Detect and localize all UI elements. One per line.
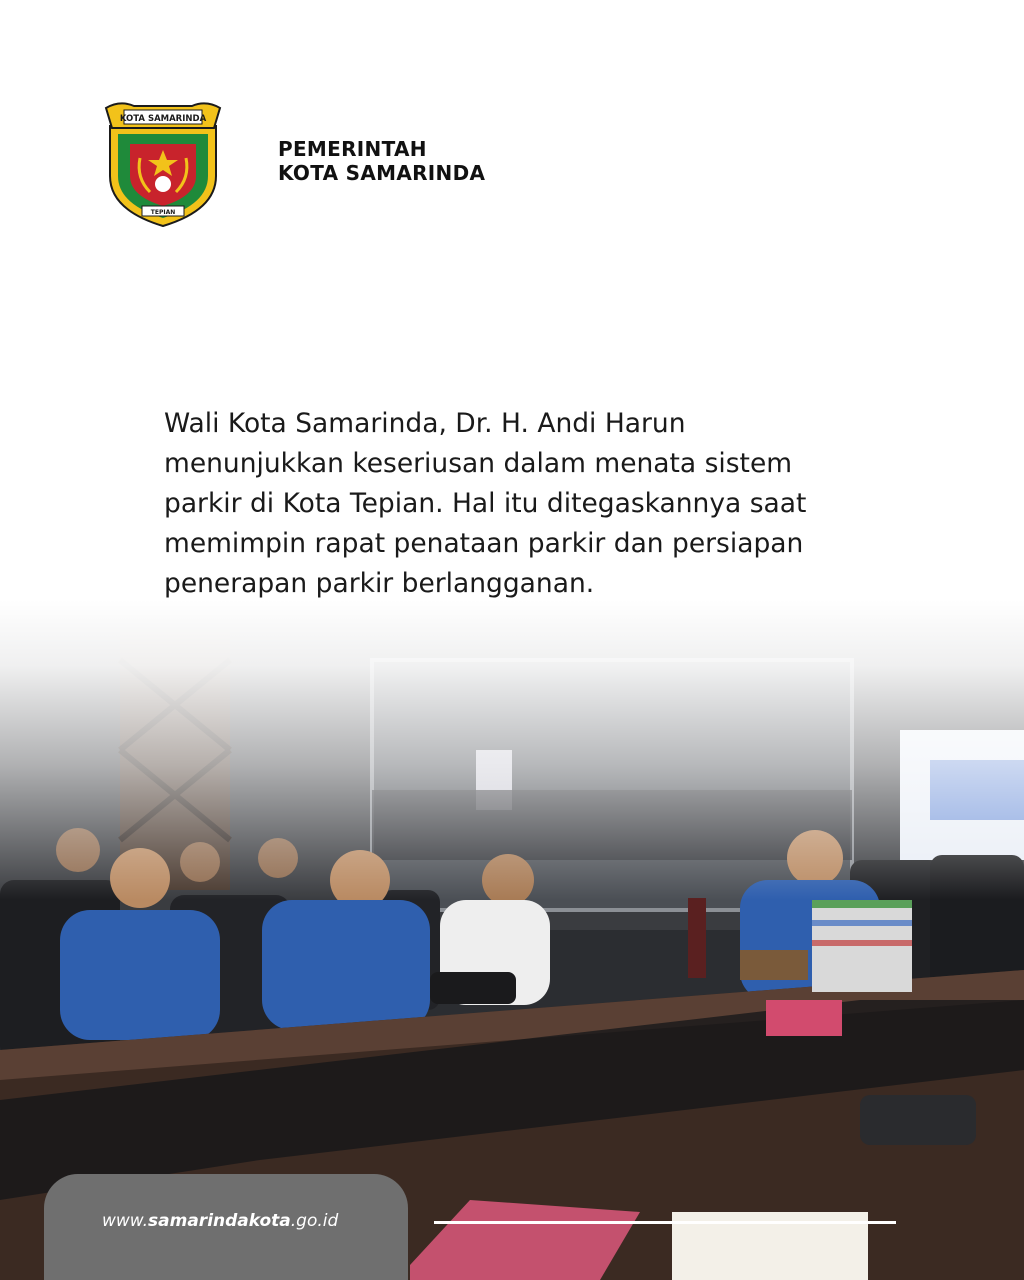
- caption-line: menunjukkan keseriusan dalam menata sistem: [164, 448, 793, 479]
- url-prefix: www.: [102, 1211, 149, 1231]
- news-caption: [164, 404, 924, 604]
- caption-line: parkir di Kota Tepian. Hal itu ditegaskannya saat: [164, 488, 807, 519]
- org-line-1: PEMERINTAH: [278, 137, 427, 161]
- city-emblem-logo: [100, 98, 226, 228]
- caption-line: memimpin rapat penataan parkir dan persiapan: [164, 528, 804, 559]
- caption-line: Wali Kota Samarinda, Dr. H. Andi Harun: [164, 408, 686, 439]
- footer-divider-line: [434, 1221, 896, 1224]
- url-domain: samarindakota: [148, 1211, 291, 1231]
- website-url[interactable]: [102, 1211, 338, 1231]
- org-line-2: KOTA SAMARINDA: [278, 161, 486, 185]
- caption-line: penerapan parkir berlangganan.: [164, 568, 595, 599]
- organization-name: [278, 137, 485, 185]
- logo-banner-text: KOTA SAMARINDA: [119, 114, 207, 124]
- logo-ribbon-text: TEPIAN: [150, 209, 176, 216]
- url-suffix: .go.id: [290, 1211, 339, 1231]
